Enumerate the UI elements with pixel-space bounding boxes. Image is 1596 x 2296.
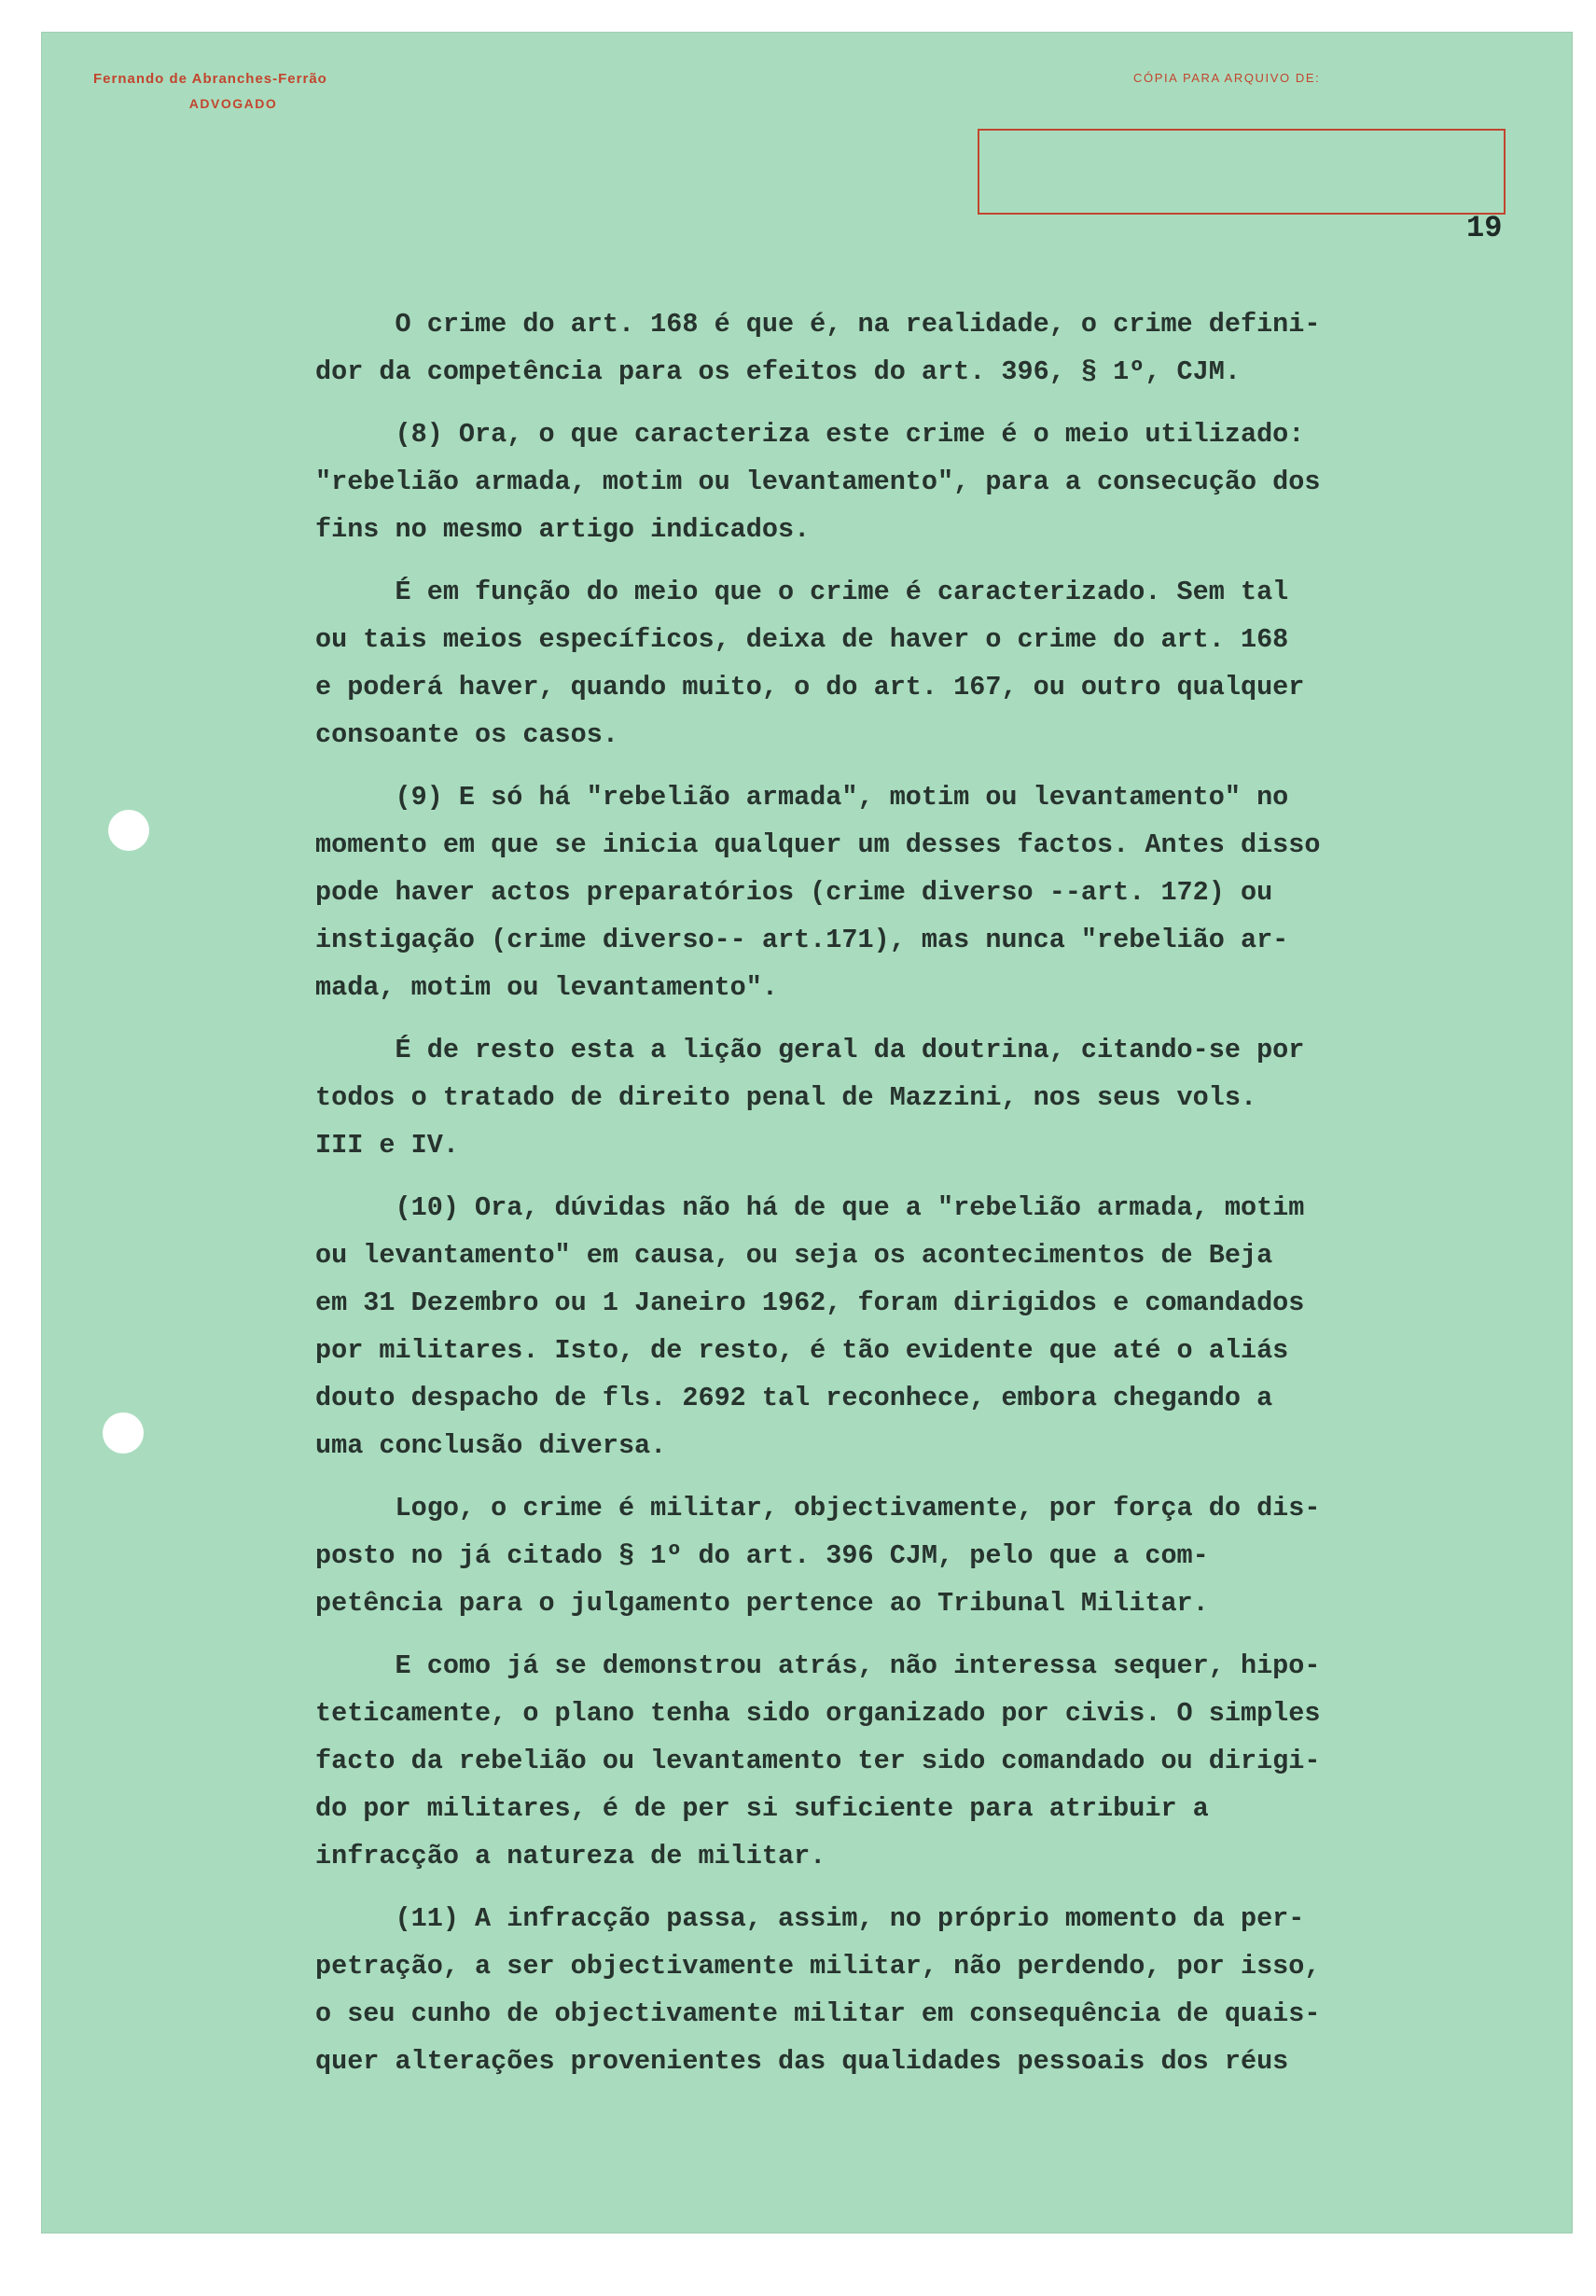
paragraph	[315, 1184, 1528, 1469]
text-line: quer alterações provenientes das qualidades pessoais dos réus	[315, 2046, 1289, 2077]
text-line: III e IV.	[315, 1130, 459, 1161]
text-line: facto da rebelião ou levantamento ter sido comandado ou dirigi-	[315, 1746, 1321, 1776]
paragraph	[315, 1895, 1528, 2085]
text-line: (8) Ora, o que caracteriza este crime é o meio utilizado:	[315, 419, 1305, 450]
text-line: instigação (crime diverso-- art.171), mas nunca "rebelião ar-	[315, 925, 1289, 955]
text-line: (10) Ora, dúvidas não há de que a "rebelião armada, motim	[315, 1192, 1305, 1223]
paragraph	[315, 1484, 1528, 1627]
paragraph	[315, 773, 1528, 1011]
text-line: do por militares, é de per si suficiente para atribuir a	[315, 1793, 1209, 1824]
paragraph	[315, 568, 1528, 758]
text-line: "rebelião armada, motim ou levantamento", para a consecução dos	[315, 466, 1321, 497]
body-text	[315, 300, 1528, 2100]
paragraph	[315, 1026, 1528, 1169]
text-line: (9) E só há "rebelião armada", motim ou levantamento" no	[315, 782, 1289, 813]
letterhead-role: ADVOGADO	[188, 96, 278, 111]
text-line: uma conclusão diversa.	[315, 1430, 667, 1461]
text-line: momento em que se inicia qualquer um desses factos. Antes disso	[315, 829, 1321, 860]
text-line: posto no já citado § 1º do art. 396 CJM, pelo que a com-	[315, 1540, 1209, 1571]
text-line: em 31 Dezembro ou 1 Janeiro 1962, foram dirigidos e comandados	[315, 1287, 1305, 1318]
text-line: O crime do art. 168 é que é, na realidade, o crime defini-	[315, 309, 1321, 340]
text-line: todos o tratado de direito penal de Mazzini, nos seus vols.	[315, 1082, 1257, 1113]
paragraph	[315, 1642, 1528, 1880]
text-line: ou levantamento" em causa, ou seja os acontecimentos de Beja	[315, 1240, 1273, 1271]
text-line: consoante os casos.	[315, 719, 618, 750]
paragraph	[315, 410, 1528, 553]
paragraph	[315, 300, 1528, 396]
text-line: petência para o julgamento pertence ao Tribunal Militar.	[315, 1588, 1209, 1619]
text-line: E como já se demonstrou atrás, não interessa sequer, hipo-	[315, 1650, 1321, 1681]
text-line: douto despacho de fls. 2692 tal reconhece, embora chegando a	[315, 1383, 1273, 1413]
copy-label: CÓPIA PARA ARQUIVO DE:	[1133, 71, 1321, 85]
text-line: dor da competência para os efeitos do art. 396, § 1º, CJM.	[315, 356, 1241, 387]
punch-hole-icon	[108, 810, 149, 851]
page-number: 19	[1466, 211, 1503, 245]
text-line: o seu cunho de objectivamente militar em consequência de quais-	[315, 1998, 1321, 2029]
text-line: petração, a ser objectivamente militar, não perdendo, por isso,	[315, 1951, 1321, 1982]
text-line: pode haver actos preparatórios (crime diverso --art. 172) ou	[315, 877, 1273, 908]
punch-hole-icon	[103, 1412, 144, 1454]
text-line: teticamente, o plano tenha sido organizado por civis. O simples	[315, 1698, 1321, 1729]
text-line: mada, motim ou levantamento".	[315, 972, 778, 1003]
text-line: ou tais meios específicos, deixa de haver o crime do art. 168	[315, 624, 1289, 655]
copy-box	[978, 129, 1506, 215]
text-line: infracção a natureza de militar.	[315, 1841, 826, 1872]
text-line: (11) A infracção passa, assim, no próprio momento da per-	[315, 1903, 1305, 1934]
text-line: É em função do meio que o crime é caracterizado. Sem tal	[315, 577, 1289, 607]
text-line: por militares. Isto, de resto, é tão evidente que até o aliás	[315, 1335, 1289, 1366]
text-line: Logo, o crime é militar, objectivamente, por força do dis-	[315, 1493, 1321, 1524]
text-line: É de resto esta a lição geral da doutrina, citando-se por	[315, 1035, 1305, 1065]
letterhead-name: Fernando de Abranches-Ferrão	[93, 71, 327, 87]
text-line: fins no mesmo artigo indicados.	[315, 514, 811, 545]
text-line: e poderá haver, quando muito, o do art. 167, ou outro qualquer	[315, 672, 1305, 703]
